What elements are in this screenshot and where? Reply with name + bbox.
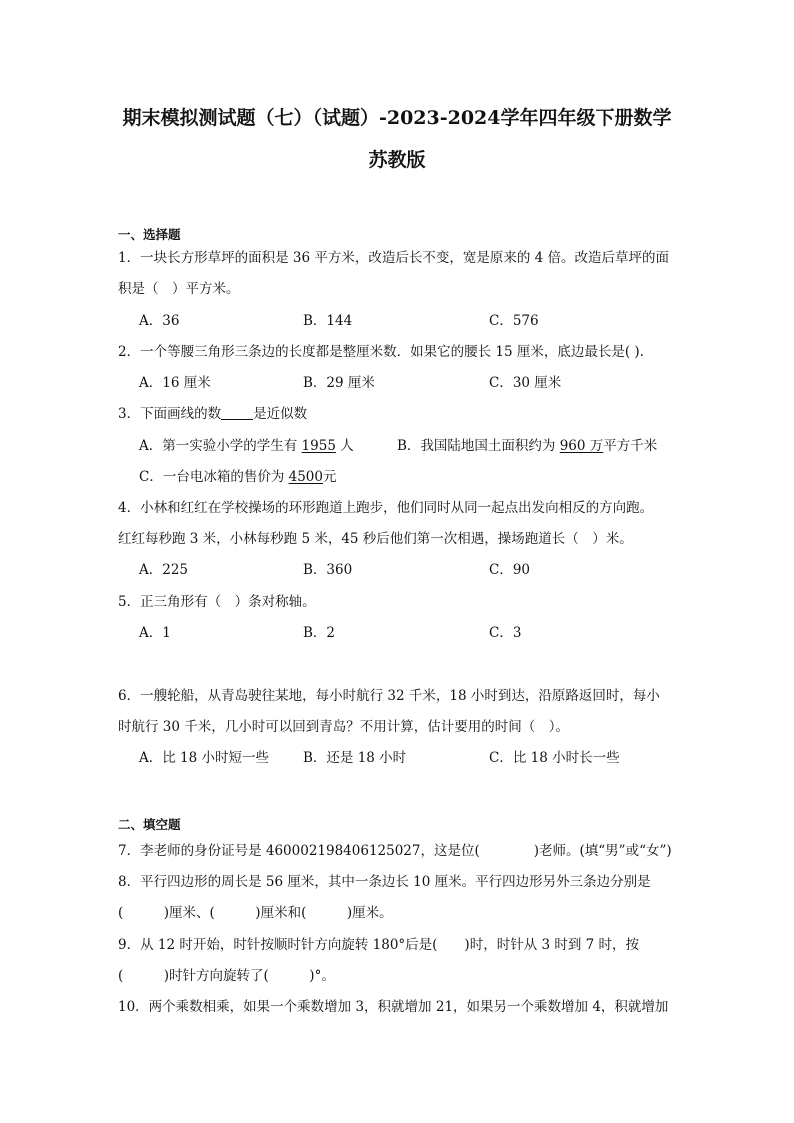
document-title-line-1: 期末模拟测试题（七）（试题）-2023-2024学年四年级下册数学 [122, 107, 672, 129]
question-2-option-c: C．30 厘米 [489, 375, 562, 391]
section-heading-choice: 一、选择题 [118, 227, 181, 242]
document-title-line-2: 苏教版 [368, 149, 426, 171]
question-4-option-b: B．360 [303, 562, 353, 578]
answer-blank [221, 405, 253, 420]
question-8-line-1: 8．平行四边形的周长是 56 厘米，其中一条边长 10 厘米。平行四边形另外三条边分别是 [118, 874, 651, 890]
question-1-option-a: A．36 [139, 313, 180, 329]
question-9-line-2: ( )时针方向旋转了( )°。 [118, 968, 335, 984]
option-b-suffix: 平方千米 [603, 438, 658, 454]
question-6-option-b: B．还是 18 小时 [303, 750, 407, 766]
question-4-line-2: 红红每秒跑 3 米，小林每秒跑 5 米，45 秒后他们第一次相遇，操场跑道长（ ）米。 [118, 531, 633, 547]
question-2-option-b: B．29 厘米 [303, 375, 375, 391]
question-6-option-a: A．比 18 小时短一些 [139, 750, 270, 766]
option-a-suffix: 人 [335, 438, 354, 454]
question-5-option-b: B．2 [303, 625, 336, 641]
option-c-prefix: C．一台电冰箱的售价为 [139, 469, 289, 485]
question-8-line-2: ( )厘米、( )厘米和( )厘米。 [118, 905, 393, 921]
question-3-text-after: 是近似数 [253, 406, 308, 422]
question-1-line-2: 积是（ ）平方米。 [118, 281, 240, 297]
question-5-option-a: A．1 [139, 625, 171, 641]
question-3-line-1 [118, 404, 307, 424]
question-2-line-1: 2．一个等腰三角形三条边的长度都是整厘米数．如果它的腰长 15 厘米，底边最长是( ). [118, 344, 644, 360]
question-7-line-1: 7．李老师的身份证号是 460002198406125027，这是位( )老师。(填“男”或“女”) [118, 843, 672, 859]
option-c-suffix: 元 [322, 469, 337, 485]
question-4-line-1: 4．小林和红红在学校操场的环形跑道上跑步，他们同时从同一起点出发向相反的方向跑。 [118, 500, 654, 516]
question-5-option-c: C．3 [489, 625, 522, 641]
question-9-line-1: 9．从 12 时开始，时针按顺时针方向旋转 180°后是( )时，时针从 3 时到 7 时，按 [118, 937, 640, 953]
option-a-prefix: A．第一实验小学的学生有 [139, 438, 302, 454]
question-3-option-a [139, 436, 354, 456]
question-6-line-2: 时航行 30 千米，几小时可以回到青岛？不用计算，估计要用的时间（ ）。 [118, 719, 570, 735]
question-5-line-1: 5．正三角形有（ ）条对称轴。 [118, 594, 316, 610]
question-1-option-c: C．576 [489, 313, 539, 329]
option-b-underlined-number: 960 万 [559, 438, 604, 454]
question-4-option-a: A．225 [139, 562, 189, 578]
question-6-option-c: C．比 18 小时长一些 [489, 750, 620, 766]
question-10-line-1: 10．两个乘数相乘，如果一个乘数增加 3，积就增加 21，如果另一个乘数增加 4，积就增加 [118, 999, 669, 1015]
section-heading-fill: 二、填空题 [118, 817, 181, 832]
question-4-option-c: C．90 [489, 562, 531, 578]
question-2-option-a: A．16 厘米 [139, 375, 211, 391]
option-c-underlined-number: 4500 [288, 469, 323, 485]
question-1-line-1: 1．一块长方形草坪的面积是 36 平方米，改造后长不变，宽是原来的 4 倍。改造后草坪的面 [118, 250, 670, 266]
question-6-line-1: 6．一艘轮船，从青岛驶往某地，每小时航行 32 千米，18 小时到达，沿原路返回时，每小 [118, 688, 660, 704]
option-a-underlined-number: 1955 [301, 438, 336, 454]
option-b-prefix: B．我国陆地国土面积约为 [397, 438, 560, 454]
question-3-option-b [397, 436, 657, 456]
question-3-text-before: 3．下面画线的数 [118, 406, 222, 422]
question-3-option-c [139, 467, 336, 487]
question-1-option-b: B．144 [303, 313, 353, 329]
